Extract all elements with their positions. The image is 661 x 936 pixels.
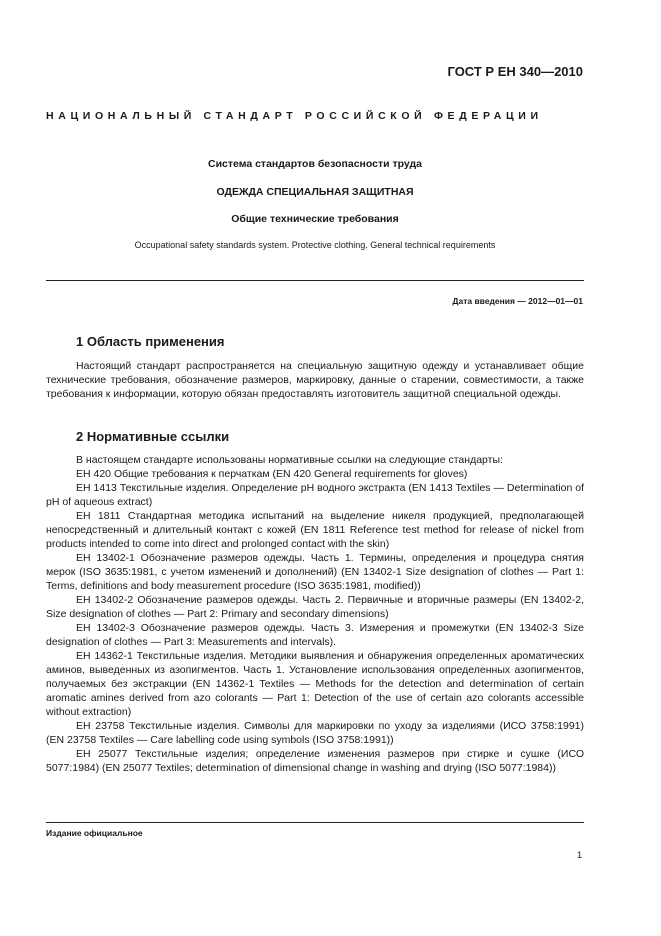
scope-paragraph: Настоящий стандарт распространяется на специальную защитную одежду и устанавливает общие технические требования, обозначение размеров, маркировку, данные о старении, совместимости, а также требования к информации, которую обязан предоставлять изготовитель защитной специальной одежды. [46,360,584,401]
page-number: 1 [576,850,582,860]
section-2-heading: 2 Нормативные ссылки [76,429,230,444]
section-1-heading: 1 Область применения [76,334,225,349]
section-1-text [46,359,584,401]
reference-item: ЕН 13402-3 Обозначение размеров одежды. Часть 3. Измерения и промежутки (EN 13402-3 Size designation of clothes — Part 3: Measurements and intervals). [46,622,584,648]
subtitle: Общие технические требования [231,213,399,225]
reference-item: ЕН 14362-1 Текстильные изделия. Методики выявления и обнаружения определенных ароматических аминов, выведенных из азопигментов. Часть 1. Установление использования определенных азопигментов, получаемых без экстракции (EN 14362-1 Textiles — Methods for the detection and determination of certain aromatic amines derived from azo colorants — Part 1: Detection of the use of certain azo colorants accessible without extraction) [46,650,584,718]
document-number: ГОСТ Р ЕН 340—2010 [447,64,583,79]
main-title: ОДЕЖДА СПЕЦИАЛЬНАЯ ЗАЩИТНАЯ [216,186,414,198]
national-standard-banner: НАЦИОНАЛЬНЫЙ СТАНДАРТ РОССИЙСКОЙ ФЕДЕРАЦИИ [46,110,543,122]
english-title: Occupational safety standards system. Protective clothing. General technical requirements [134,240,496,250]
reference-item: ЕН 13402-1 Обозначение размеров одежды. Часть 1. Термины, определения и процедура снятия мерок (ISO 3635:1981, с учетом изменений и дополнений) (EN 13402-1 Size designation of clothes — Part 1: Terms, definitions and body measurement procedure (ISO 3635:1981, modified)) [46,552,584,592]
references-intro: В настоящем стандарте использованы нормативные ссылки на следующие стандарты: [76,454,503,466]
reference-item: ЕН 1811 Стандартная методика испытаний на выделение никеля продукцией, предполагающей непосредственный и длительный контакт с кожей (EN 1811 Reference test method for release of nickel from products intended to come into direct and prolonged contact with the skin) [46,510,584,550]
reference-item: ЕН 25077 Текстильные изделия; определение изменения размеров при стирке и сушке (ИСО 5077:1984) (EN 25077 Textiles; determination of dimensional change in washing and drying (ISO 5077:1984)) [46,748,584,774]
reference-item: ЕН 13402-2 Обозначение размеров одежды. Часть 2. Первичные и вторичные размеры (EN 13402-2, Size designation of clothes — Part 2: Primary and secondary dimensions) [46,594,584,620]
reference-item: ЕН 1413 Текстильные изделия. Определение pH водного экстракта (EN 1413 Textiles — Determination of pH of aqueous extract) [46,482,584,508]
reference-item: ЕН 420 Общие требования к перчаткам (EN 420 General requirements for gloves) [76,468,468,480]
divider-line [46,280,584,281]
effective-date: Дата введения — 2012—01—01 [452,296,583,306]
normative-references [46,453,584,775]
footer-divider [46,822,584,823]
reference-item: ЕН 23758 Текстильные изделия. Символы для маркировки по уходу за изделиями (ИСО 3758:1991) (EN 23758 Textiles — Care labelling code using symbols (ISO 3758:1991)) [46,720,584,746]
standards-system-title: Система стандартов безопасности труда [207,158,423,170]
official-edition-label: Издание официальное [46,828,143,838]
